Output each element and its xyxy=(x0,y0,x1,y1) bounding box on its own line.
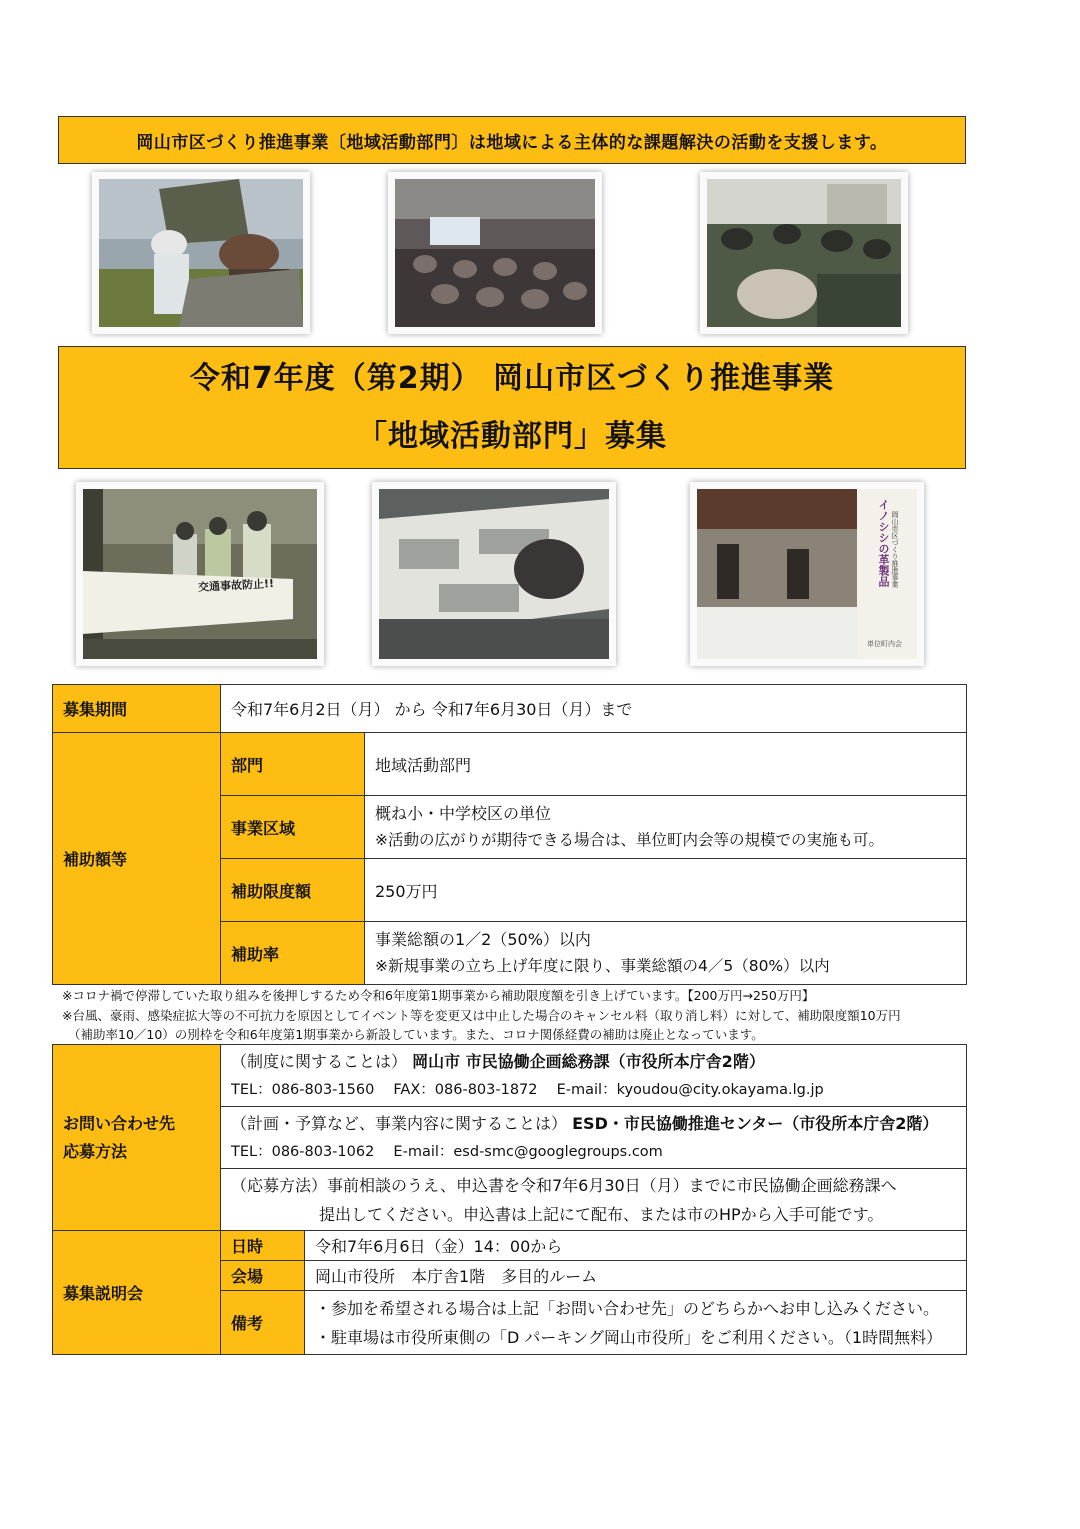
area-value: 概ね小・中学校区の単位 ※活動の広がりが期待できる場合は、単位町内会等の規模での実施も可。 xyxy=(365,796,967,859)
title-band xyxy=(58,346,966,469)
rate-label: 補助率 xyxy=(221,922,365,985)
contact-project-details: TEL：086-803-1062 E-mail：esd-smc@googlegroups.com xyxy=(231,1143,663,1160)
briefing-label: 募集説明会 xyxy=(53,1231,221,1355)
briefing-venue-value: 岡山市役所 本庁舎1階 多目的ルーム xyxy=(305,1261,967,1291)
contact-block-project: （計画・予算など、事業内容に関することは） ESD・市民協働推進センター（市役所本庁舎2階） TEL：086-803-1062 E-mail：esd-smc@googlegroups.com xyxy=(221,1107,967,1169)
booth-sign-sub: 岡山市区づくり推進事業 xyxy=(891,511,899,588)
note-1: ※コロナ禍で停滞していた取り組みを後押しするため令和6年度第1期事業から補助限度額を引き上げています。【200万円→250万円】 xyxy=(62,988,815,1003)
briefing-remarks-value: ・参加を希望される場合は上記「お問い合わせ先」のどちらかへお申し込みください。 ・駐車場は市役所東側の「D パーキング岡山市役所」をご利用ください。（1時間無料） xyxy=(305,1291,967,1355)
banner-text: 岡山市区づくり推進事業〔地域活動部門〕は地域による主体的な課題解決の活動を支援します。 xyxy=(136,132,888,153)
contact-system-details: TEL：086-803-1560 FAX：086-803-1872 E-mail：kyoudou@city.okayama.lg.jp xyxy=(231,1081,824,1098)
limit-label: 補助限度額 xyxy=(221,859,365,922)
briefing-date-label: 日時 xyxy=(221,1231,305,1261)
photo-workshop xyxy=(372,482,616,666)
details-table xyxy=(52,684,967,985)
campaign-banner-text: 交通事故防止!! xyxy=(197,577,275,594)
subsidy-label: 補助額等 xyxy=(53,733,221,985)
note-2: ※台風、豪雨、感染症拡大等の不可抗力を原因としてイベント等を変更又は中止した場合のキャンセル料（取り消し料）に対して、補助限度額10万円 xyxy=(62,1008,901,1023)
rate-value: 事業総額の1／2（50%）以内 ※新規事業の立ち上げ年度に限り、事業総額の4／5（80%）以内 xyxy=(365,922,967,985)
contact-block-system: （制度に関することは） 岡山市 市民協働企画総務課（市役所本庁舎2階） TEL：086-803-1560 FAX：086-803-1872 E-mail：kyoudou@city.okayama.lg.jp xyxy=(221,1045,967,1107)
contact-label: お問い合わせ先 応募方法 xyxy=(53,1045,221,1231)
briefing-date-value: 令和7年6月6日（金）14：00から xyxy=(305,1231,967,1261)
briefing-remarks-label: 備考 xyxy=(221,1291,305,1355)
period-label: 募集期間 xyxy=(53,685,221,733)
title-line2: 「地域活動部門」募集 xyxy=(357,418,667,454)
top-banner xyxy=(58,116,966,164)
area-label: 事業区域 xyxy=(221,796,365,859)
photo-cleanup-activity xyxy=(92,172,310,334)
dept-value: 地域活動部門 xyxy=(365,733,967,796)
note-3: （補助率10／10）の別枠を令和6年度第1期事業から新設しています。また、コロナ関係経費の補助は廃止となっています。 xyxy=(68,1027,764,1042)
photo-traffic-campaign xyxy=(76,482,324,666)
contact-table xyxy=(52,1044,967,1231)
photo-lecture-hall xyxy=(388,172,602,334)
period-value: 令和7年6月2日（月） から 令和7年6月30日（月）まで xyxy=(221,685,967,733)
application-method: （応募方法）事前相談のうえ、申込書を令和7年6月30日（月）までに市民協働企画総務課へ 提出してください。申込書は上記にて配布、または市のHPから入手可能です。 xyxy=(221,1169,967,1231)
limit-value: 250万円 xyxy=(365,859,967,922)
dept-label: 部門 xyxy=(221,733,365,796)
photo-meeting xyxy=(700,172,908,334)
briefing-table xyxy=(52,1230,967,1355)
booth-sign-text: イノシシの革製品 xyxy=(877,499,890,587)
title-line1: 令和7年度（第2期） 岡山市区づくり推進事業 xyxy=(189,360,835,396)
photo-boar-leather-booth xyxy=(690,482,924,666)
briefing-venue-label: 会場 xyxy=(221,1261,305,1291)
booth-sign-bottom: 単位町内会 xyxy=(867,640,902,648)
